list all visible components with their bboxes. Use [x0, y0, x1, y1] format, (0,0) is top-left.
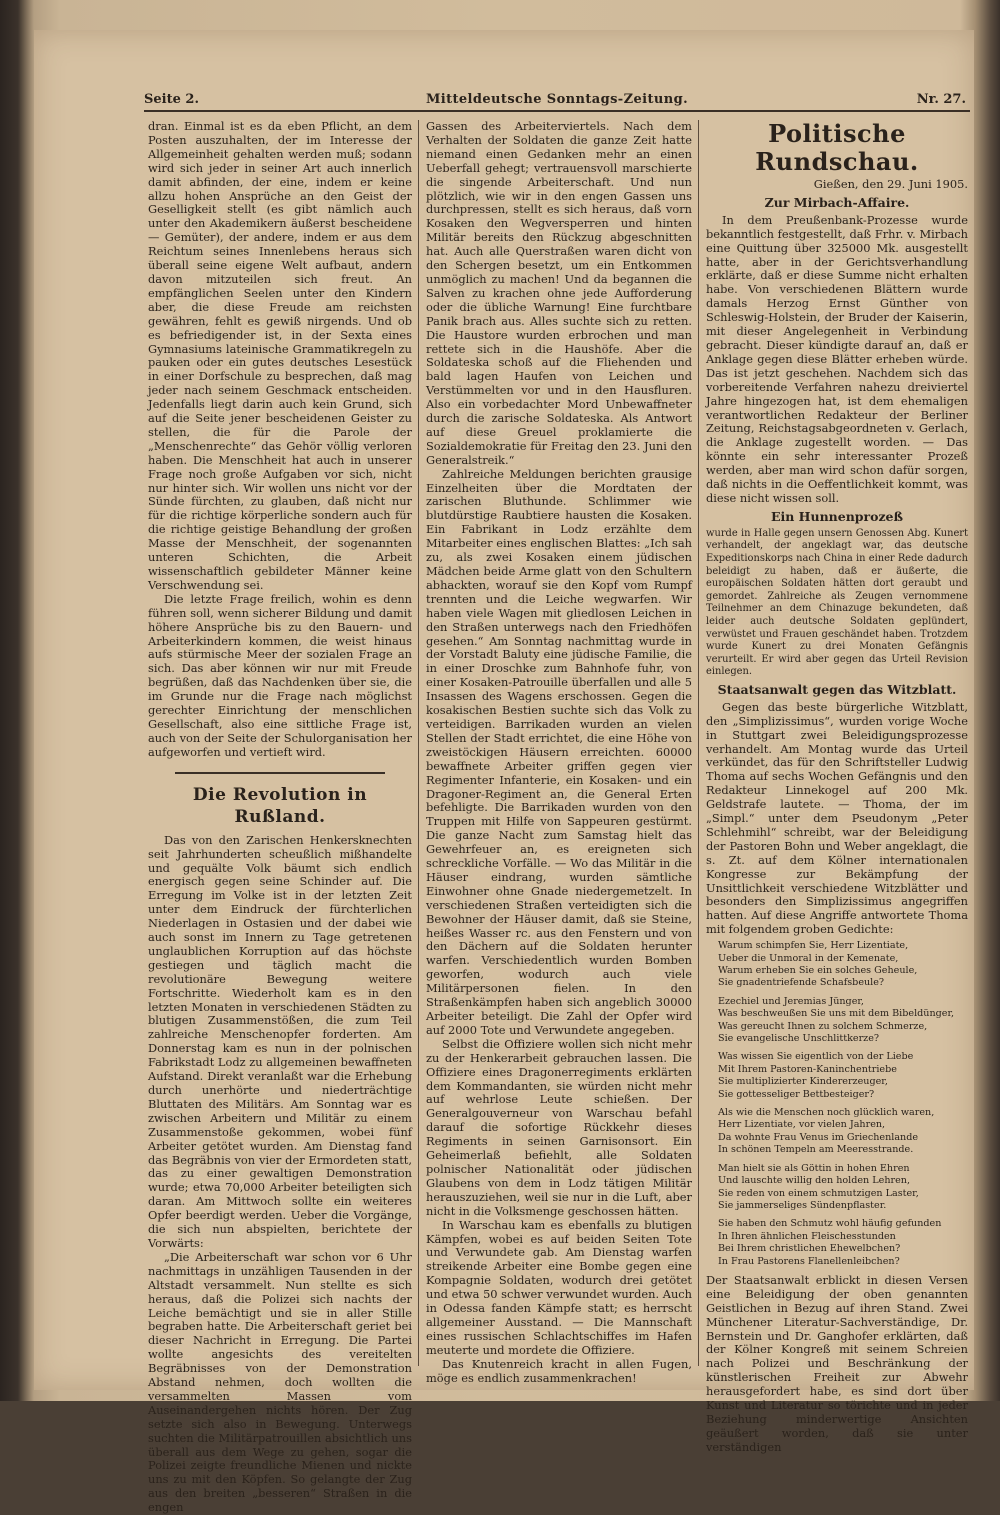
hunnen-heading: Ein Hunnenprozeß	[770, 508, 904, 524]
column-2	[426, 119, 699, 1385]
revolution-paragraph: Zahlreiche Meldungen berichten grausige Einzelheiten über die Mordtaten der zarischen Bluthunde. Schlimmer wie blutdürstige Raubtiere hausten die Kosaken. Ein Fabrikant in Lodz erzählte dem Mitarbeiter eines englischen Blattes: „Ich sah zu, als zwei Kosaken einem jüdischen Mädchen beide Arme glatt von den Schultern abhackten, worauf sie den Kopf vom Rumpf trennten und die Leiche wegwarfen. Wir haben viele Wagen mit gliedlosen Leichen in den Straßen unterwegs nach den Friedhöfen gesehen.“ Am Sonntag nachmittag wurde in der Vorstadt Baluty eine jüdische Familie, die in einer Droschke zum Bahnhofe fuhr, von einer Kosaken-Patrouille überfallen und alle 5 Insassen des Wagens erschossen. Gegen die kosakischen Bestien suchte sich das Volk zu verteidigen. Barrikaden wurden an vielen Stellen der Stadt errichtet, die eine Höhe von zweistöckigen Häusern erreichten. 60000 bewaffnete Arbeiter griffen gegen vier Regimenter Infanterie, ein Kosaken- und ein Dragoner-Regiment an, die General Erten befehligte. Die Barrikaden wurden von den Truppen mit Hilfe von Sappeuren gestürmt. Die ganze Nacht zum Samstag hielt das Gewehrfeuer an, es ereigneten sich schreckliche Vorfälle. — Wo das Militär in die Häuser eindrang, wurden sämtliche Einwohner ohne Gnade niedergemetzelt. In verschiedenen Straßen verteidigten sich die Bewohner der Häuser damit, daß sie Steine, heißes Wasser rc. aus den Fenstern und von den Dächern auf die Soldaten herunter warfen. Verschiedentlich wurden Bomben geworfen, wodurch auch viele Militärpersonen fielen. In den Straßenkämpfen haben sich angeblich 30000 Arbeiter beteiligt. Die Zahl der Opfer wird auf 2000 Tote und Verwundete angegeben.	[426, 466, 692, 1037]
poem-line: Sie multiplizierter Kindererzeuger,	[718, 1076, 888, 1088]
poem-stanza	[718, 1107, 968, 1157]
mirbach-paragraph: In dem Preußenbank-Prozesse wurde bekanntlich festgestellt, daß Frhr. v. Mirbach eine Quittung über 325000 Mk. ausgestellt hatte, aber in der Gerichtsverhandlung erklärte, daß er diese Summe nicht erhalten habe. Von verschiedenen Blättern wurde damals Herzog Ernst Günther von Schleswig-Holstein, der Bruder der Kaiserin, mit dieser Angelegenheit in Verbindung gebracht. Dieser kündigte darauf an, daß er Anklage gegen diese Blätter erheben würde. Das ist jetzt geschehen. Nachdem sich das vorbereitende Verfahren nahezu dreiviertel Jahre hingezogen hat, ist dem ehemaligen verantwortlichen Redakteur der Berliner Zeitung, Reichstagsabgeordneten v. Gerlach, die Anklage zugestellt worden. — Das könnte ein sehr interessanter Prozeß werden, aber man wird schon dafür sorgen, daß nichts in die Oeffentlichkeit kommt, was diese nicht wissen soll.	[706, 212, 968, 505]
poem-line: Man hielt sie als Göttin in hohen Ehren	[718, 1162, 910, 1174]
witzblatt-heading: Staatsanwalt gegen das Witzblatt.	[717, 681, 957, 697]
page-content	[144, 88, 970, 1515]
mirbach-heading: Zur Mirbach-Affaire.	[764, 194, 910, 210]
poem-stanza	[718, 1218, 968, 1268]
newspaper-title: Mitteldeutsche Sonntags-Zeitung.	[425, 92, 689, 107]
column-3	[706, 119, 968, 1454]
poem-line: Ueber die Unmoral in der Kemenate,	[718, 952, 899, 964]
hunnen-paragraph: wurde in Halle gegen unsern Genossen Abg. Kunert verhandelt, der angeklagt war, das deutsche Expeditionskorps nach China in einer Rede dadurch beleidigt zu haben, daß er äußerte, die europäischen Soldaten hätten dort geraubt und gemordet. Zahlreiche als Zeugen vernommene Teilnehmer an dem Chinazuge bekundeten, daß leider auch deutsche Soldaten geplündert, verwüstet und Frauen geschändet haben. Trotzdem wurde Kunert zu drei Monaten Gefängnis verurteilt. Er wird aber gegen das Urteil Revision einlegen.	[706, 527, 968, 678]
column-1	[148, 119, 419, 1515]
revolution-paragraph: Selbst die Offiziere wollen sich nicht mehr zu der Henkerarbeit gebrauchen lassen. Die Offiziere eines Dragonerregiments erklärten dem Kommandanten, sie würden nicht mehr auf wehrlose Leute schießen. Der Generalgouverneur von Warschau befahl darauf die sofortige Rückkehr dieses Regiments in seinen Garnisonsort. Ein Geheimerlaß befiehlt, alle Soldaten polnischer Nationalität oder jüdischen Glaubens von dem in Lodz tätigen Militär herauszuziehen, weil sie nur in die Luft, aber nicht in die Volksmenge geschossen hätten.	[426, 1036, 692, 1218]
section-divider	[175, 772, 385, 774]
poem-line: Als wie die Menschen noch glücklich waren,	[718, 1107, 935, 1119]
poem-line: Sie reden von einem schmutzigen Laster,	[718, 1187, 919, 1199]
poem-line: In Frau Pastorens Flanellenleibchen?	[718, 1255, 900, 1267]
witzblatt-closing: Der Staatsanwalt erblickt in diesen Versen eine Beleidigung der oben genannten Geistlichen in Bezug auf ihren Stand. Zwei Münchener Literatur-Sachverständige, Dr. Bernstein und Dr. Ganghofer erklärten, daß der Kölner Kongreß mit seinem Schreien nach Polizei und Beschränkung der künstlerischen Freiheit zur Abwehr herausgefordert habe, es sind dort über Kunst und Literatur so törichte und in jeder Beziehung minderwertige Ansichten geäußert worden, daß sie unter verständigen	[706, 1272, 968, 1454]
poem-line: Was beschweußen Sie uns mit dem Bibeldünger,	[718, 1008, 955, 1020]
revolution-heading: Die Revolution in Rußland.	[192, 784, 368, 827]
running-header	[144, 88, 970, 112]
poem-line: Sie gottesseliger Bettbesteiger?	[718, 1088, 875, 1100]
poem-line: Herr Lizentiate, vor vielen Jahren,	[718, 1119, 886, 1131]
page-number: Seite 2.	[144, 92, 199, 107]
issue-number: Nr. 27.	[916, 92, 966, 107]
poem-line: Ezechiel und Jeremias Jünger,	[718, 995, 864, 1007]
revolution-quote: „Die Arbeiterschaft war schon vor 6 Uhr nachmittags in unzähligen Tausenden in der Altstadt versammelt. Nun stellte es sich heraus, daß die Polizei sich nachts der Leiche bemächtigt und sie in aller Stille begraben hatte. Die Arbeiterschaft geriet bei dieser Nachricht in Erregung. Die Partei wollte angesichts des vereitelten Begräbnisses von der Demonstration Abstand nehmen, doch wollten die versammelten Massen vom Auseinandergehen nichts hören. Der Zug setzte sich also in Bewegung. Unterwegs suchten die Militärpatrouillen absichtlich uns überall aus dem Wege zu gehen, sogar die Polizei zeigte freundliche Mienen und nickte uns zu mit den Köpfen. So gelangte der Zug aus den breiten „besseren“ Straßen in die engen	[148, 1249, 412, 1515]
poem-stanza	[718, 940, 968, 990]
poem-line: Bei Ihrem christlichen Ehewelbchen?	[718, 1243, 901, 1255]
newspaper-page	[34, 30, 974, 1515]
article-paragraph: Die letzte Frage freilich, wohin es denn führen soll, wenn sicherer Bildung und damit höhere Ansprüche bis zu den Bauern- und Arbeiterkindern kommen, die weist hinaus aufs stürmische Meer der sozialen Frage an sich. Das aber können wir nur mit Freude begrüßen, daß das Nachdenken über sie, die im Grunde nur die Frage nach möglichst gerechter Einrichtung der menschlichen Gesellschaft, also eine sittliche Frage ist, auch von der Seite der Schulorganisation her aufgeworfen und vertieft wird.	[148, 591, 412, 759]
revolution-paragraph: In Warschau kam es ebenfalls zu blutigen Kämpfen, wobei es auf beiden Seiten Tote und Verwundete gab. Am Dienstag warfen streikende Arbeiter eine Bombe gegen eine Kompagnie Soldaten, wodurch drei getötet und etwa 50 schwer verwundet wurden. Auch in Odessa fanden Kämpfe statt; es herrscht allgemeiner Ausstand. — Die Mannschaft eines russischen Schlachtschiffes im Hafen meuterte und mordete die Offiziere.	[426, 1217, 692, 1357]
revolution-paragraph: Das von den Zarischen Henkersknechten seit Jahrhunderten scheußlich mißhandelte und gequälte Volk bäumt sich endlich energisch gegen seine Schinder auf. Die Erregung im Volke ist in der letzten Zeit unter dem Eindruck der fürchterlichen Niederlagen in Ostasien und der dabei wie auch sonst im Innern zu Tage getretenen unglaublichen Korruption auf das höchste gestiegen und täglich macht die revolutionäre Bewegung weitere Fortschritte. Wiederholt kam es in den letzten Monaten in verschiedenen Städten zu blutigen Zusammenstößen, die zum Teil zahlreiche Menschenopfer forderten. Am Donnerstag kam es nun in der polnischen Fabrikstadt Lodz zu allgemeinen bewaffneten Aufstand. Direkt veranlaßt war die Erhebung durch unerhörte und niederträchtige Bluttaten des Militärs. Am Sonntag war es zwischen Arbeitern und Militär zu einem Zusammenstoße gekommen, wobei fünf Arbeiter getötet wurden. Am Dienstag fand das Begräbnis von vier der Ermordeten statt, das zu einer gewaltigen Demonstration wurde; etwa 70,000 Arbeiter beteiligten sich daran. Am Mittwoch sollte ein weiteres Opfer beerdigt werden. Ueber die Vorgänge, die sich nun abspielten, berichtete der Vorwärts:	[148, 832, 412, 1250]
poem-line: In schönen Tempeln am Meeresstrande.	[718, 1144, 914, 1156]
poem-line: In Ihren ähnlichen Fleischesstunden	[718, 1230, 896, 1242]
section-title: Politische Rundschau.	[755, 119, 919, 176]
poem-stanza	[718, 996, 968, 1046]
revolution-closing: Das Knutenreich kracht in allen Fugen, möge es endlich zusammenkrachen!	[426, 1356, 692, 1385]
article-continuation: dran. Einmal ist es da eben Pflicht, an dem Posten auszuhalten, der im Interesse der Allgemeinheit gehalten werden muß; sodann wird sich jeder in seiner Art auch innerlich damit abfinden, der eine, indem er keine allzu hohen Ansprüche an den Geist der Geselligkeit stellt (es gibt nämlich auch unter den Akademikern äußerst bescheidene — Gemüter), der andere, indem er aus dem Reichtum seines Innenlebens heraus sich überall seine eigene Welt aufbaut, andern davon mitzuteilen sich freut. An empfänglichen Seelen unter den Kindern aber, die diese Freude am reichsten gewähren, fehlt es gewiß nirgends. Und ob es befriedigender ist, in der Sexta eines Gymnasiums lateinische Grammatikregeln zu pauken oder ein gutes deutsches Lesestück in einer Dorfschule zu besprechen, daß mag jeder nach seinem Geschmack entscheiden. Jedenfalls liegt darin auch kein Grund, sich auf die Seite jener bescheidenen Geister zu stellen, die für die Parole der „Menschenrechte“ das Gehör völlig verloren haben. Die Menschheit hat auch in unserer Frage noch große Aufgaben vor sich, nicht nur hinter sich. Wir wollen uns nicht vor der Sünde fürchten, zu glauben, daß nicht nur für die richtige körperliche sondern auch für die richtige geistige Behandlung der großen Masse der Menschheit, der sogenannten unteren Schichten, die Arbeit wissenschaftlich gebildeter Männer keine Verschwendung sei.	[148, 119, 412, 592]
poem-line: Sie jammerseliges Sündenpflaster.	[718, 1199, 887, 1211]
poem-line: Was wissen Sie eigentlich von der Liebe	[718, 1051, 914, 1063]
revolution-continuation: Gassen des Arbeiterviertels. Nach dem Verhalten der Soldaten die ganze Zeit hatte niemand einen Gedanken mehr an einen Ueberfall gehegt; vertrauensvoll marschierte die singende Arbeiterschaft. Und nun plötzlich, wie wir in den engen Gassen uns durchpressen, stellt es sich heraus, daß vorn Kosaken den Wegversperren und hinten Militär bereits den Rückzug abgeschnitten hat. Auch alle Querstraßen waren dicht von den Schergen besetzt, um ein Entkommen unmöglich zu machen! Und da begannen die Salven zu krachen ohne jede Aufforderung oder die übliche Warnung! Eine furchtbare Panik brach aus. Alles suchte sich zu retten. Die Haustore wurden erbrochen und man rettete sich in die Haushöfe. Aber die Soldateska schoß auf die Fliehenden und bald lagen Haufen von Leichen und Verstümmelten vor und in den Hausfluren. Also ein vorbedachter Mord Unbewaffneter durch die zarische Soldateska. Als Antwort auf diese Greuel proklamierte die Sozialdemokratie für Freitag den 23. Juni den Generalstreik.“	[426, 119, 692, 467]
poem-line: Warum schimpfen Sie, Herr Lizentiate,	[718, 940, 909, 952]
poem-line: Sie haben den Schmutz wohl häufig gefunden	[718, 1218, 942, 1230]
poem-line: Mit Ihrem Pastoren-Kaninchentriebe	[718, 1063, 897, 1075]
poem-line: Und lauschte willig den holden Lehren,	[718, 1175, 910, 1187]
poem-stanza	[718, 1051, 968, 1101]
poem-stanza	[718, 1163, 968, 1213]
poem-line: Sie gnadentriefende Schafsbeule?	[718, 977, 885, 989]
poem-line: Warum erheben Sie ein solches Geheule,	[718, 965, 918, 976]
poem-line: Sie evangelische Unschlittkerze?	[718, 1033, 880, 1045]
dateline: Gießen, den 29. Juni 1905.	[813, 177, 968, 191]
poem	[718, 940, 968, 1268]
witzblatt-paragraph: Gegen das beste bürgerliche Witzblatt, den „Simplizissimus“, wurden vorige Woche in Stuttgart zwei Beleidigungsprozesse verhandelt. Am Montag wurde das Urteil verkündet, das für den Schriftsteller Ludwig Thoma auf sechs Wochen Gefängnis und den Redakteur Linnekogel auf 200 Mk. Geldstrafe lautete. — Thoma, der im „Simpl.“ unter dem Pseudonym „Peter Schlehmihl“ schreibt, war der Beleidigung der Pastoren Bohn und Weber angeklagt, die s. Zt. auf dem Kölner internationalen Kongresse zur Bekämpfung der Unsittlichkeit verschiedene Witzblätter und besonders den Simplizissimus angegriffen hatten. Auf diese Angriffe antwortete Thoma mit folgendem groben Gedichte:	[706, 699, 968, 937]
poem-line: Was gereucht Ihnen zu solchem Schmerze,	[718, 1020, 928, 1032]
poem-line: Da wohnte Frau Venus im Griechenlande	[718, 1131, 919, 1143]
